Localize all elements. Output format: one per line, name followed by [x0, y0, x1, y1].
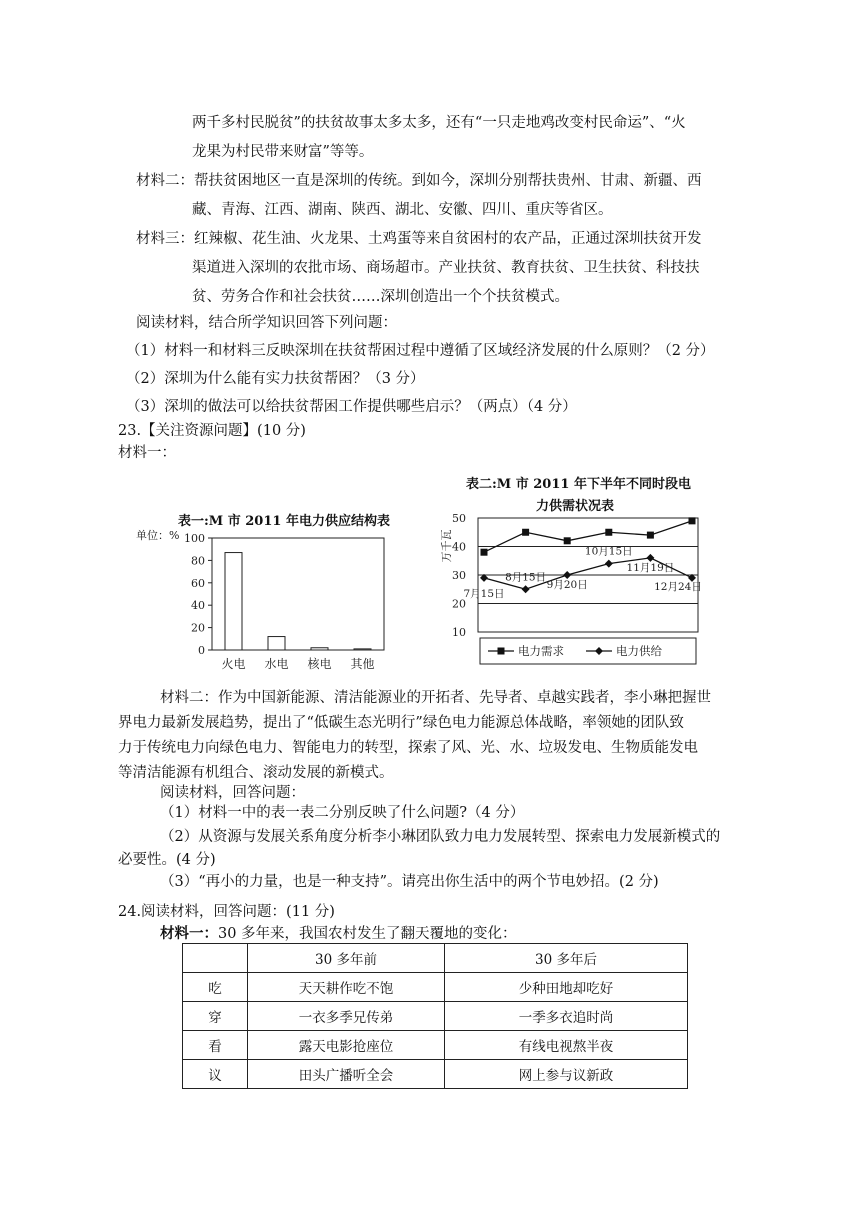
- table-row: [183, 1060, 688, 1089]
- data-point-square: [481, 549, 488, 556]
- data-point-square: [689, 517, 696, 524]
- chart1-title: 表一:M 市 2011 年电力供应结构表: [178, 514, 390, 529]
- table-row: [183, 1031, 688, 1060]
- y-axis-label: 单位：%: [136, 529, 180, 542]
- date-label: 12月24日: [654, 580, 702, 593]
- data-point-square: [647, 532, 654, 539]
- q22-material2-line: 材料二：帮扶贫困地区一直是深圳的传统。到如今，深圳分别帮扶贵州、甘肃、新疆、西: [136, 173, 702, 189]
- date-label: 9月20日: [546, 579, 588, 591]
- q22-question-3: （3）深圳的做法可以给扶贫帮困工作提供哪些启示？（两点）（4 分）: [126, 399, 577, 415]
- y-tick-label: 50: [452, 512, 466, 525]
- q23-material2-line: 等清洁能源有机组合、滚动发展的新模式。: [118, 765, 394, 781]
- table-row: [183, 973, 688, 1002]
- x-tick-label: 火电: [221, 657, 246, 671]
- q22-material3-line: 贫、劳务合作和社会扶贫……深圳创造出一个个扶贫模式。: [192, 289, 569, 305]
- y-tick-label: 30: [452, 569, 466, 582]
- y-tick-label: 80: [191, 554, 205, 568]
- x-tick-label: 水电: [264, 657, 289, 671]
- bar: [268, 637, 285, 650]
- chart2-title-line1: 表二:M 市 2011 年下半年不同时段电: [466, 477, 691, 492]
- bar: [225, 553, 242, 650]
- q22-material1-line: 龙果为村民带来财富”等等。: [192, 144, 374, 160]
- q23-question-1: （1）材料一中的表一表二分别反映了什么问题?（4 分）: [160, 805, 525, 821]
- y-tick-label: 20: [191, 621, 205, 635]
- data-point-square: [522, 529, 529, 536]
- table-cell: 有线电视熬半夜: [445, 1031, 688, 1060]
- bar: [354, 649, 371, 650]
- date-label: 10月15日: [584, 545, 633, 558]
- table-cell: 一衣多季兄传弟: [248, 1002, 445, 1031]
- date-label: 8月15日: [505, 571, 547, 584]
- date-label: 11月19日: [626, 561, 675, 574]
- line-chart: [440, 512, 710, 672]
- table-cell: 吃: [183, 973, 248, 1002]
- x-tick-label: 核电: [307, 657, 332, 671]
- q22-material3-line: 渠道进入深圳的农批市场、商场超市。产业扶贫、教育扶贫、卫生扶贫、科技扶: [192, 260, 700, 276]
- y-tick-label: 40: [452, 540, 466, 554]
- table-cell: 一季多衣追时尚: [445, 1002, 688, 1031]
- y-tick-label: 0: [198, 644, 205, 657]
- data-point-diamond: [646, 554, 654, 562]
- q23-material2-line: 界电力最新发展趋势，提出了“低碳生态光明行”绿色电力能源总体战略，率领她的团队致: [118, 715, 684, 731]
- table-header-cell: 30 多年后: [445, 944, 688, 973]
- y-tick-label: 100: [184, 532, 205, 545]
- table-cell: 田头广播听全会: [248, 1060, 445, 1089]
- table-cell: 穿: [183, 1002, 248, 1031]
- table-cell: 少种田地却吃好: [445, 973, 688, 1002]
- y-tick-label: 20: [452, 597, 466, 611]
- q22-question-1: （1）材料一和材料三反映深圳在扶贫帮困过程中遵循了区域经济发展的什么原则？（2 分）: [126, 343, 715, 359]
- q23-prompt: 阅读材料，回答问题：: [160, 785, 305, 801]
- data-point-diamond: [563, 571, 571, 579]
- q22-material2-line: 藏、青海、江西、湖南、陕西、湖北、安徽、四川、重庆等省区。: [192, 202, 613, 218]
- data-point-square: [564, 537, 571, 544]
- q23-material1-label: 材料一：: [118, 445, 176, 461]
- table-header-row: [183, 944, 688, 973]
- q24-material1-text: 30 多年来，我国农村发生了翻天覆地的变化：: [218, 926, 517, 942]
- q23-material2-line: 材料二：作为中国新能源、清洁能源业的开拓者、先导者、卓越实践者，李小琳把握世: [160, 690, 711, 706]
- y-axis-label: 万千瓦: [440, 529, 453, 563]
- y-tick-label: 10: [452, 626, 466, 639]
- x-tick-label: 其他: [350, 657, 375, 671]
- table-cell: 露天电影抢座位: [248, 1031, 445, 1060]
- legend-marker-square: [498, 648, 505, 655]
- q22-prompt: 阅读材料，结合所学知识回答下列问题：: [136, 315, 397, 331]
- q22-question-2: （2）深圳为什么能有实力扶贫帮困？（3 分）: [126, 371, 425, 387]
- legend-label: 电力供给: [616, 644, 662, 658]
- date-label: 7月15日: [463, 587, 505, 600]
- q24-heading: 24.阅读材料，回答问题：(11 分): [118, 904, 335, 920]
- table-header-cell: 30 多年前: [248, 944, 445, 973]
- q23-material2-line: 力于传统电力向绿色电力、智能电力的转型，探索了风、光、水、垃圾发电、生物质能发电: [118, 740, 698, 756]
- table-cell: 网上参与议新政: [445, 1060, 688, 1089]
- table-header-cell: [183, 944, 248, 973]
- bar-chart: [128, 520, 398, 680]
- table-cell: 天天耕作吃不饱: [248, 973, 445, 1002]
- q23-question-3: （3）“再小的力量，也是一种支持”。请亮出你生活中的两个节电妙招。(2 分): [160, 874, 659, 890]
- data-point-diamond: [605, 560, 613, 568]
- data-point-diamond: [522, 585, 530, 593]
- table-cell: 看: [183, 1031, 248, 1060]
- q22-material3-line: 材料三：红辣椒、花生油、火龙果、土鸡蛋等来自贫困村的农产品，正通过深圳扶贫开发: [136, 231, 702, 247]
- data-point-square: [605, 529, 612, 536]
- q24-material1-label: 材料一：: [160, 925, 218, 942]
- y-tick-label: 40: [191, 599, 205, 613]
- q23-question-2-cont: 必要性。(4 分): [118, 852, 216, 868]
- legend-label: 电力需求: [518, 644, 564, 658]
- table-cell: 议: [183, 1060, 248, 1089]
- q23-question-2: （2）从资源与发展关系角度分析李小琳团队致力电力发展转型、探索电力发展新模式的: [160, 829, 721, 845]
- comparison-table: [182, 943, 688, 1089]
- y-tick-label: 60: [191, 576, 205, 590]
- chart2-title-line2: 力供需状况表: [536, 499, 615, 514]
- bar: [311, 648, 328, 650]
- q22-material1-line: 两千多村民脱贫”的扶贫故事太多太多，还有“一只走地鸡改变村民命运”、“火: [192, 115, 686, 131]
- q24-material1: [160, 924, 517, 944]
- table-row: [183, 1002, 688, 1031]
- q23-heading: 23.【关注资源问题】(10 分): [118, 423, 306, 439]
